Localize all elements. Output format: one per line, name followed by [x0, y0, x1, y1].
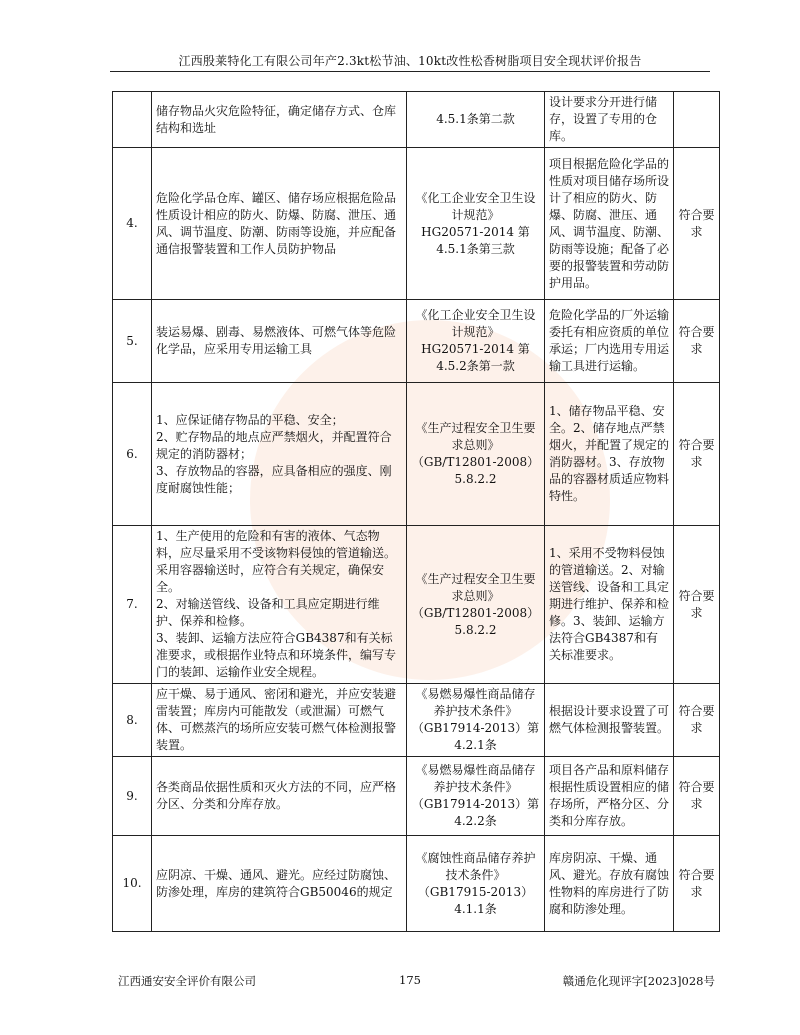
footer-report-code: 赣通危化现评字[2023]028号 [562, 974, 715, 988]
basis-line: （GB17914-2013）第 [411, 721, 540, 735]
table-row [113, 836, 720, 932]
basis-cell [407, 300, 545, 383]
row-number [113, 92, 152, 148]
table-body [113, 92, 720, 932]
basis-line: 《化工企业安全卫生设计规范》 [415, 190, 536, 222]
requirement-line: 装运易爆、剧毒、易燃液体、可燃气体等危险化学品，应采用专用运输工具 [156, 325, 397, 356]
requirement-cell [152, 383, 407, 526]
basis-line: （GB17914-2013）第 [411, 797, 540, 811]
requirement-cell [152, 684, 407, 757]
requirement-line: 各类商品依据性质和灭火方法的不同，应严格分区、分类和分库存放。 [156, 780, 397, 811]
status-cell: 根据设计要求设置了可燃气体检测报警装置。 [545, 684, 674, 757]
basis-line: HG20571-2014 第 [421, 224, 530, 239]
row-number: 4. [113, 148, 152, 300]
status-cell: 项目根据危险化学品的性质对项目储存场所设计了相应的防火、防爆、防腐、泄压、通风、调节温度、防潮、防雨等设施；配备了必要的报警装置和劳动防护用品。 [545, 148, 674, 300]
result-cell: 符合要求 [674, 757, 720, 836]
requirement-line: 储存物品火灾危险特征，确定储存方式、仓库结构和选址 [156, 103, 397, 135]
basis-line: HG20571-2014 第 [421, 342, 530, 356]
row-number: 10. [113, 836, 152, 932]
footer-page-number: 175 [399, 973, 421, 987]
requirement-line: 1、生产使用的危险和有害的液体、气态物料，应尽量采用不受该物料侵蚀的管道输送。采用容器输送时，应符合有关规定，确保安全。 [156, 529, 397, 594]
basis-line: （GB/T12801-2008） [411, 455, 540, 469]
result-cell: 符合要求 [674, 836, 720, 932]
table-row [113, 757, 720, 836]
basis-line: 4.5.1条第二款 [436, 112, 515, 126]
basis-cell [407, 836, 545, 932]
requirement-line: 应阴凉、干燥、通风、避光。应经过防腐蚀、防渗处理，库房的建筑符合GB50046的规定 [156, 867, 397, 899]
requirement-line: 3、存放物品的容器，应具备相应的强度、刚度耐腐蚀性能； [156, 463, 392, 495]
result-cell: 符合要求 [674, 148, 720, 300]
basis-cell [407, 92, 545, 148]
basis-line: 4.1.1条 [454, 901, 497, 916]
basis-line: 《易燃易爆性商品储存养护技术条件》 [415, 763, 536, 794]
requirement-line: 危险化学品仓库、罐区、储存场应根据危险品性质设计相应的防火、防爆、防腐、泄压、通风、调节温度、防潮、防雨等设施，并应配备通信报警装置和工作人员防护物品 [156, 190, 397, 256]
basis-line: 5.8.2.2 [454, 472, 497, 486]
basis-cell [407, 684, 545, 757]
requirement-line: 2、对输送管线、设备和工具应定期进行维护、保养和检修。 [156, 597, 380, 628]
basis-line: 《化工企业安全卫生设计规范》 [415, 308, 536, 339]
basis-line: （GB/T12801-2008） [411, 605, 540, 620]
result-cell: 符合要求 [674, 383, 720, 526]
status-cell: 设计要求分开进行储存，设置了专用的仓库。 [545, 92, 674, 148]
status-cell: 项目各产品和原料储存根据性质设置相应的储存场所，严格分区、分类和分库存放。 [545, 757, 674, 836]
table-row [113, 383, 720, 526]
basis-line: 4.2.2条 [454, 814, 497, 828]
requirement-cell [152, 148, 407, 300]
requirement-cell [152, 92, 407, 148]
table-row [113, 526, 720, 684]
requirement-cell [152, 757, 407, 836]
page-header-title: 江西殷莱特化工有限公司年产2.3kt松节油、10kt改性松香树脂项目安全现状评价报告 [178, 54, 642, 68]
requirement-line: 应干燥、易于通风、密闭和避光，并应安装避雷装置；库房内可能散发（或泄漏）可燃气体、可燃蒸汽的场所应安装可燃气体检测报警装置。 [156, 687, 397, 752]
footer-company: 江西通安安全评价有限公司 [118, 974, 256, 988]
basis-line: 《腐蚀性商品储存养护技术条件》 [415, 850, 536, 882]
header-rule [110, 71, 710, 72]
status-cell: 1、储存物品平稳、安全。2、储存地点严禁烟火，并配置了规定的消防器材。3、存放物品的容器材质适应物料特性。 [545, 383, 674, 526]
basis-cell [407, 148, 545, 300]
requirement-cell [152, 526, 407, 684]
status-cell: 库房阴凉、干燥、通风、避光。存放有腐蚀性物料的库房进行了防腐和防渗处理。 [545, 836, 674, 932]
row-number: 8. [113, 684, 152, 757]
row-number: 7. [113, 526, 152, 684]
basis-line: 5.8.2.2 [454, 622, 497, 637]
basis-line: 4.2.1条 [454, 738, 497, 752]
requirement-line: 3、装卸、运输方法应符合GB4387和有关标准要求，或根据作业特点和环境条件，编写专门的装卸、运输作业安全规程。 [156, 631, 397, 679]
table-row [113, 92, 720, 148]
basis-line: 4.5.2条第一款 [436, 359, 515, 373]
basis-line: 《生产过程安全卫生要求总则》 [415, 421, 536, 452]
basis-cell [407, 526, 545, 684]
table-row [113, 300, 720, 383]
basis-line: 4.5.1条第三款 [436, 241, 515, 256]
row-number: 5. [113, 300, 152, 383]
basis-cell [407, 383, 545, 526]
status-cell: 1、采用不受物料侵蚀的管道输送。2、对输送管线、设备和工具定期进行维护、保养和检修。3、装卸、运输方法符合GB4387和有关标准要求。 [545, 526, 674, 684]
basis-line: （GB17915-2013） [417, 884, 534, 899]
result-cell: 符合要求 [674, 300, 720, 383]
evaluation-table [112, 91, 720, 932]
result-cell [674, 92, 720, 148]
requirement-line: 1、应保证储存物品的平稳、安全； [156, 412, 344, 427]
row-number: 6. [113, 383, 152, 526]
requirement-cell [152, 300, 407, 383]
requirement-cell [152, 836, 407, 932]
table-row [113, 684, 720, 757]
table-row [113, 148, 720, 300]
status-cell: 危险化学品的厂外运输委托有相应资质的单位承运；厂内选用专用运输工具进行运输。 [545, 300, 674, 383]
result-cell: 符合要求 [674, 684, 720, 757]
basis-cell [407, 757, 545, 836]
requirement-line: 2、贮存物品的地点应严禁烟火，并配置符合规定的消防器材； [156, 429, 392, 461]
result-cell: 符合要求 [674, 526, 720, 684]
basis-line: 《生产过程安全卫生要求总则》 [415, 571, 536, 603]
row-number: 9. [113, 757, 152, 836]
basis-line: 《易燃易爆性商品储存养护技术条件》 [415, 687, 536, 718]
